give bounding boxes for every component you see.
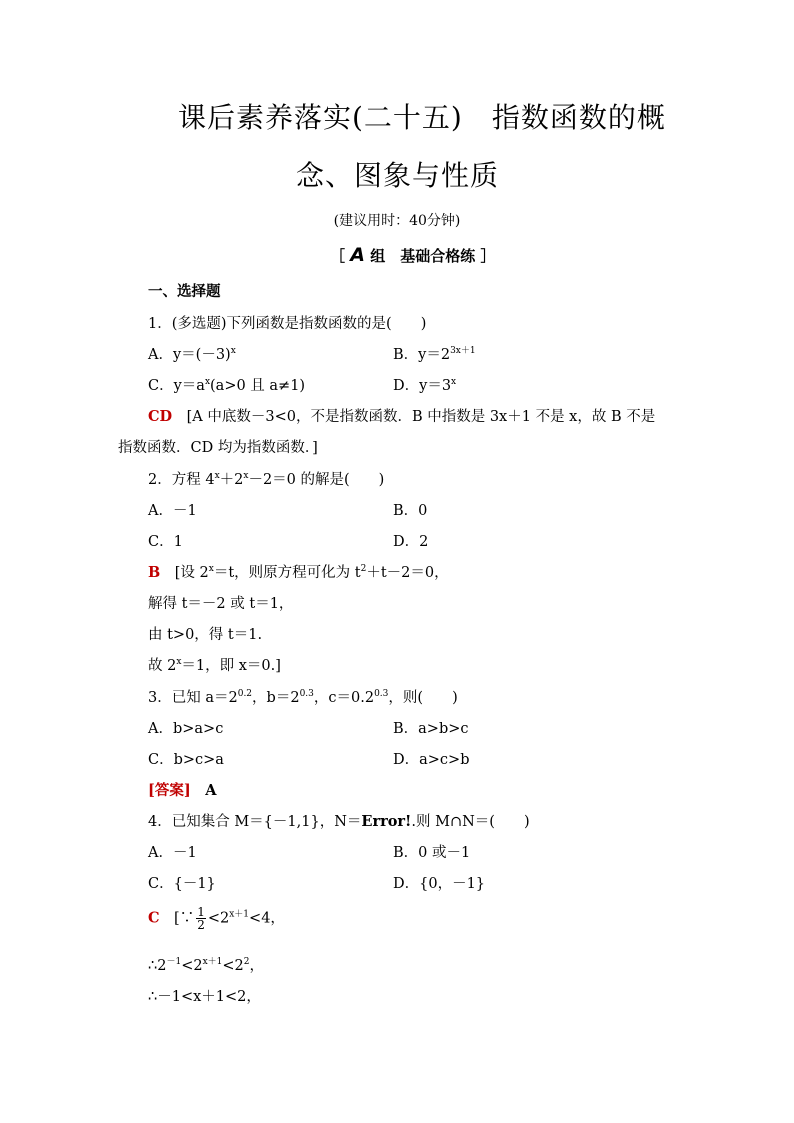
q4-stem: 4．已知集合 M＝{－1,1}，N＝Error!.则 M∩N＝( ) — [148, 813, 530, 830]
q3-option-c: C．b>c>a — [148, 752, 224, 768]
q3-answer: A — [190, 782, 217, 799]
q2-solution-line-4: 故 $2^x=1$，即 x＝0.] — [148, 657, 281, 674]
q4-answer: C — [148, 909, 160, 927]
page-title-line-1: 课后素养落实(二十五) 指数函数的概 — [178, 101, 666, 134]
q2-option-d: D．2 — [393, 534, 429, 550]
q2-solution-line-2: 解得 t＝－2 或 t＝1， — [148, 596, 294, 612]
group-bracket-open: ［ — [330, 247, 346, 265]
q2-option-c: C．1 — [148, 534, 183, 550]
group-bracket-close: ］ — [480, 247, 496, 265]
q4-option-b: B．0 或－1 — [393, 845, 471, 861]
q4-error-text: Error! — [361, 813, 412, 830]
q4-solution-line-2: $\therefore 2^{-1}<2^{x+1}<2^2$， — [148, 957, 264, 974]
q1-explanation-line-2: 指数函数．CD 均为指数函数．] — [118, 440, 318, 456]
group-heading — [330, 244, 495, 266]
q4-option-d: D．{0，－1} — [393, 876, 486, 892]
q1-answer: CD — [148, 408, 173, 425]
group-letter: A — [350, 244, 365, 266]
q1-option-b: B．$y=2^{3x+1}$ — [393, 346, 476, 363]
q3-answer-line — [148, 779, 217, 800]
suggested-time: (建议用时：40分钟) — [333, 213, 461, 229]
q3-option-d: D．a>c>b — [393, 752, 470, 768]
q3-option-a: A．b>a>c — [148, 721, 224, 737]
section-heading: 一、选择题 — [148, 283, 221, 300]
q3-option-b: B．a>b>c — [393, 721, 469, 737]
q4-solution-line-3: ∴－1<x＋1<2， — [148, 989, 261, 1005]
q2-option-a: A．－1 — [148, 503, 197, 519]
q4-option-a: A．－1 — [148, 845, 197, 861]
q1-option-d: D．$y=3^x$ — [393, 377, 457, 394]
q1-explanation-line-1: CD [A 中底数－3<0，不是指数函数．B 中指数是 3x＋1 不是 x，故 B 不是 — [148, 408, 656, 425]
page-title-line-2: 念、图象与性质 — [296, 159, 500, 192]
q3-stem: 3．已知 $a=2^{0.2}$，$b=2^{0.3}$，$c=0.2^{0.3}$，则( ) — [148, 689, 458, 706]
q2-option-b: B．0 — [393, 503, 428, 519]
fraction-one-half: $\frac{1}{2}$ — [197, 905, 205, 932]
q1-option-a: A．$y=(-3)^x$ — [148, 346, 236, 363]
q4-solution-line-1: C [∵ $\frac{1}{2}$ $<2^{x+1}<4$， — [148, 905, 285, 932]
q2-solution-line-3: 由 t>0，得 t＝1. — [148, 627, 263, 643]
q4-option-c: C．{－1} — [148, 876, 216, 892]
q2-solution-line-1: B [设 $2^x=t$，则原方程可化为 $t^2+t-2=0$， — [148, 564, 449, 581]
group-text: 组 基础合格练 — [370, 247, 476, 265]
q2-stem: 2．方程 $4^x+2^x-2=0$ 的解是( ) — [148, 471, 385, 488]
q1-option-c: C．$y=a^x(a>0$ 且 a≠1) — [148, 377, 306, 394]
q1-stem: 1．(多选题)下列函数是指数函数的是( ) — [148, 316, 427, 332]
q2-answer: B — [148, 564, 161, 581]
q3-answer-label: [答案] — [148, 782, 191, 799]
